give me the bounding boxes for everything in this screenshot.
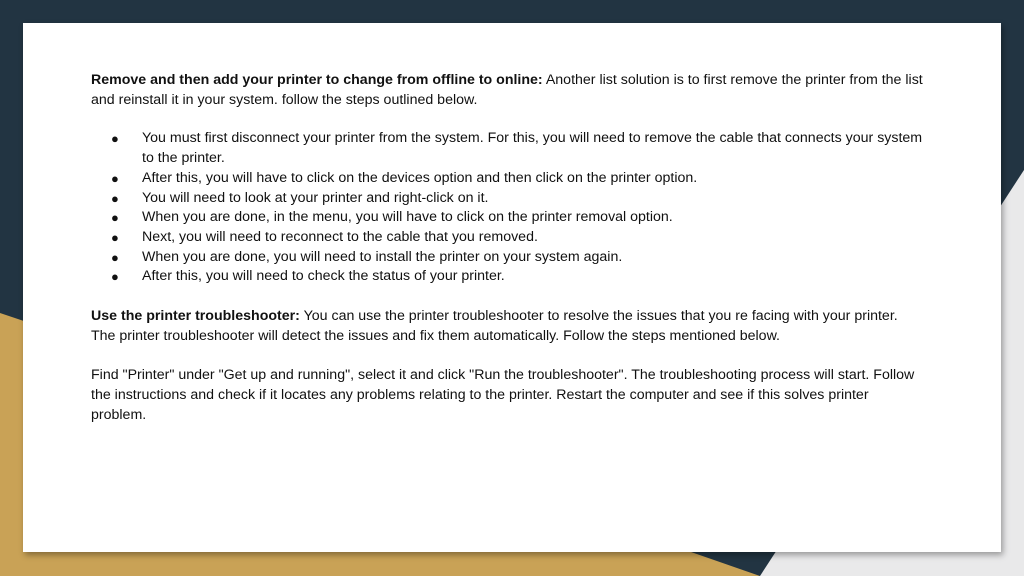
list-item	[91, 189, 923, 209]
paragraph-troubleshooter	[91, 307, 923, 346]
list-item	[91, 208, 923, 228]
list-item	[91, 129, 923, 168]
list-item	[91, 169, 923, 189]
bullet-icon: ●	[111, 190, 119, 206]
bullet-icon: ●	[111, 249, 119, 265]
list-item	[91, 248, 923, 268]
list-item	[91, 228, 923, 248]
bullet-icon: ●	[111, 229, 119, 245]
paragraph-heading: Use the printer troubleshooter:	[91, 308, 300, 325]
list-item-text: You must first disconnect your printer from the system. For this, you will need to remove the cable that connects your system to the printer.	[142, 130, 923, 167]
list-item-text: After this, you will have to click on the devices option and then click on the printer option.	[142, 169, 698, 186]
bullet-icon: ●	[111, 131, 119, 147]
bullet-icon: ●	[111, 269, 119, 285]
list-item-text: After this, you will need to check the status of your printer.	[142, 268, 505, 285]
paragraph-text: Another list solution is to first remove the printer from the list and reinstall it in your system. follow the steps outlined below.	[91, 72, 923, 108]
list-item-text: When you are done, you will need to install the printer on your system again.	[142, 248, 623, 265]
list-item	[91, 267, 923, 287]
paragraph-heading: Remove and then add your printer to change from offline to online:	[91, 72, 543, 88]
paragraph-remove-readd	[91, 71, 923, 110]
bullet-icon: ●	[111, 170, 119, 186]
paragraph-text: Find "Printer" under "Get up and running", select it and click "Run the troubleshooter". The troubleshooting process will start. Follow the instructions and check if it locates any problems relating to the printer. Restart the computer and see if this solves printer problem.	[91, 367, 915, 423]
document-card	[23, 23, 1001, 552]
steps-list	[91, 129, 923, 287]
list-item-text: When you are done, in the menu, you will have to click on the printer removal option.	[142, 209, 673, 226]
list-item-text: Next, you will need to reconnect to the cable that you removed.	[142, 228, 538, 245]
bullet-icon: ●	[111, 210, 119, 226]
list-item-text: You will need to look at your printer and right-click on it.	[142, 189, 489, 206]
paragraph-text: You can use the printer troubleshooter to resolve the issues that you re facing with your printer. The printer troubleshooter will detect the issues and fix them automatically. Follow the steps mentioned below.	[91, 308, 898, 344]
paragraph-find-printer	[91, 366, 923, 425]
document-content	[91, 71, 923, 426]
